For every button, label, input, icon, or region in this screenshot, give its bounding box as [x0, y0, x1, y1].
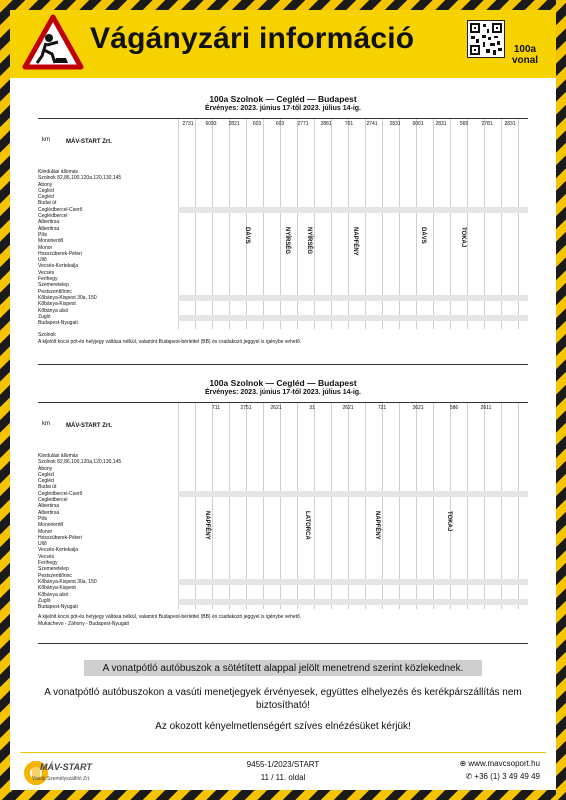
station-name: Cegléd [38, 471, 54, 478]
km-header: km [42, 421, 50, 427]
train-number: 603 [275, 121, 285, 127]
bus-replacement-highlight [178, 599, 528, 605]
station-name: Pilis [38, 515, 48, 522]
phone-contact [465, 772, 540, 781]
footer-divider [20, 752, 546, 753]
train-number: 2831 [389, 121, 401, 127]
station-name: Albertirsa [38, 503, 60, 510]
hazard-stripe-top [0, 0, 566, 10]
train-number: 2611 [480, 405, 492, 411]
train-number: 586 [449, 405, 459, 411]
station-name: Albertirsa [38, 225, 60, 232]
station-name: Monorierdő [38, 522, 64, 529]
note: Szolnok [38, 332, 56, 338]
train-number: 603 [252, 121, 262, 127]
station-name: Pilis [38, 231, 48, 238]
phone-text: +36 (1) 3 49 49 49 [474, 772, 540, 781]
bus-replacement-highlight [178, 579, 528, 585]
page-title: Vágányzári információ [90, 22, 415, 55]
timetable-title: 100a Szolnok — Cegléd — Budapest [209, 378, 357, 388]
station-name: Szolnok 82,86,100,120a,120,130,145 [38, 459, 122, 466]
train-number: 2881 [320, 121, 332, 127]
train-number: 2621 [270, 405, 282, 411]
station-name: Cegléd [38, 187, 54, 194]
timetable-validity: Érvényes: 2023. június 17-től 2023. július 14-ig. [204, 389, 361, 396]
train-number: 2831 [435, 121, 447, 127]
timetable-validity: Érvényes: 2023. június 17-től 2023. július 14-ig. [204, 105, 361, 112]
train-number: 2751 [240, 405, 252, 411]
train-columns [178, 119, 528, 329]
station-name: Ceglédbercel-Cserő [38, 490, 83, 497]
station-name: Ferihegy [38, 560, 58, 567]
station-name: Hosszúberek-Péteri [38, 534, 82, 541]
station-name: Zugló [38, 597, 51, 604]
station-name: Vecsés [38, 269, 55, 276]
timetable-2 [38, 378, 528, 644]
train-number: 2621 [412, 405, 424, 411]
notice-apology: Az okozott kényelmetlenségért szíves elnézésüket kérjük! [155, 721, 411, 732]
train-number: 31 [309, 405, 315, 411]
bus-replacement-highlight [178, 491, 528, 497]
timetable-1 [38, 94, 528, 365]
train-number: 2831 [504, 121, 516, 127]
website-text: www.mavcsoport.hu [468, 759, 540, 768]
train-number: 2771 [297, 121, 309, 127]
station-name: Pestszentlőrinc [38, 288, 72, 295]
train-number: 701 [344, 121, 354, 127]
train-number: 6001 [412, 121, 424, 127]
station-name: Abony [38, 181, 53, 188]
station-name: Ceglédbercel-Cserő [38, 206, 83, 213]
train-name: NYÍRSÉG [306, 227, 312, 255]
bus-replacement-highlight [178, 315, 528, 321]
station-name: Kőbánya-Kispest [38, 301, 76, 308]
train-name: DÁVS [244, 227, 250, 244]
bus-replacement-highlight [178, 295, 528, 301]
notice-ticket-validity: A vonatpótló autóbuszokon a vasúti menetjegyek érvényesek, együttes elhelyezés és kerékpárszállítás nem biztosítható! [44, 687, 522, 711]
timetable-notes [38, 332, 301, 346]
line-label: 100a vonal [511, 44, 539, 66]
train-number: 2731 [182, 121, 194, 127]
train-name: LATORCA [304, 511, 310, 540]
station-name: Üllő [38, 257, 47, 264]
station-name: Kőbánya alsó [38, 307, 69, 314]
station-name: Monor [38, 528, 53, 535]
hazard-stripe-left [0, 0, 10, 800]
station-name: Vecsés [38, 553, 55, 560]
timetable-grid [38, 402, 528, 609]
train-name: NAPFÉNY [374, 511, 380, 540]
train-number: 2781 [481, 121, 493, 127]
km-header: km [42, 137, 50, 143]
station-name: Abony [38, 465, 53, 472]
logo-text: MÁV-START [40, 762, 92, 772]
station-name: Monorierdő [38, 238, 64, 245]
train-name: TOKAJ [446, 511, 452, 532]
station-name: Kőbánya alsó [38, 591, 69, 598]
timetable-title: 100a Szolnok — Cegléd — Budapest [209, 94, 357, 104]
station-name: Zugló [38, 313, 51, 320]
train-name: NAPFÉNY [352, 227, 358, 256]
station-name: Pestszentlőrinc [38, 572, 72, 579]
station-name: Üllő [38, 541, 47, 548]
station-name: Szemeretelep [38, 282, 69, 289]
roadworks-warning-icon [22, 14, 84, 70]
bus-replacement-highlight [178, 207, 528, 213]
globe-icon: ⊕ [459, 759, 469, 768]
operator-label: MÁV-START Zrt. [66, 139, 112, 145]
train-number: 2741 [366, 121, 378, 127]
note: A kijelölt kocsi pót-és helyjegy váltása nélkül, valamint Budapest-bérlettel (BB) és csatlakozó jeggyel is igénybe vehető. [38, 339, 302, 345]
train-number: 2621 [342, 405, 354, 411]
station-list [38, 169, 178, 326]
logo-subtitle: Vasúti Személyszállító Zrt. [32, 776, 91, 782]
notice-bus-schedule: A vonatpótló autóbuszok a sötétített alappal jelölt menetrend szerint közlekednek. [102, 663, 464, 674]
station-name: Budai út [38, 484, 57, 491]
operator-label: MÁV-START Zrt. [66, 423, 112, 429]
train-number: 2821 [228, 121, 240, 127]
qr-code-icon [467, 20, 505, 58]
station-name: Kiindulási állomás [38, 453, 79, 459]
page-number: 11 / 11. oldal [260, 773, 306, 782]
station-name: Budai út [38, 200, 57, 207]
document-number: 9455-1/2023/START [246, 760, 320, 769]
train-columns [178, 403, 528, 609]
station-name: Albertirsa [38, 509, 60, 516]
station-name: Szolnok 82,86,100,120a,120,130,145 [38, 175, 122, 182]
station-name: Ferihegy [38, 276, 58, 283]
train-number: 721 [377, 405, 387, 411]
train-name: TOKAJ [460, 227, 466, 248]
station-name: Kőbánya-Kispest 30a, 150 [38, 578, 97, 585]
hazard-stripe-right [556, 0, 566, 800]
station-name: Ceglédbercel [38, 213, 68, 220]
train-name: NAPFÉNY [204, 511, 210, 540]
note: Mukachevo - Záhony - Budapest-Nyugati [38, 621, 129, 627]
station-name: Kiindulási állomás [38, 169, 79, 175]
timetable-notes [38, 614, 301, 628]
station-name: Cegléd [38, 194, 54, 201]
station-name: Vecsés-Kertekalja [38, 263, 79, 270]
station-name: Szemeretelep [38, 566, 69, 573]
station-name: Kőbánya-Kispest [38, 585, 76, 592]
phone-icon: ✆ [465, 772, 475, 781]
station-list [38, 453, 178, 610]
station-name: Cegléd [38, 478, 54, 485]
train-number: 711 [212, 405, 220, 411]
train-number: 565 [459, 121, 469, 127]
station-name: Albertirsa [38, 219, 60, 226]
station-name: Kőbánya-Kispest 30a, 150 [38, 294, 97, 301]
website-link[interactable] [459, 759, 540, 768]
note: A kijelölt kocsi pót-és helyjegy váltása nélkül, valamint Budapest-bérlettel (BB) és csatlakozó jeggyel is igénybe vehető. [38, 614, 302, 620]
station-name: Vecsés-Kertekalja [38, 547, 79, 554]
train-number: 6093 [205, 121, 217, 127]
train-name: NYÍRSÉG [284, 227, 290, 255]
station-name: Budapest-Nyugati [38, 320, 78, 327]
station-name: Budapest-Nyugati [38, 604, 78, 611]
station-name: Hosszúberek-Péteri [38, 250, 82, 257]
station-name: Monor [38, 244, 53, 251]
train-name: DÁVS [420, 227, 426, 244]
timetable-grid [38, 118, 528, 329]
station-name: Ceglédbercel [38, 497, 68, 504]
hazard-stripe-bottom [0, 790, 566, 800]
